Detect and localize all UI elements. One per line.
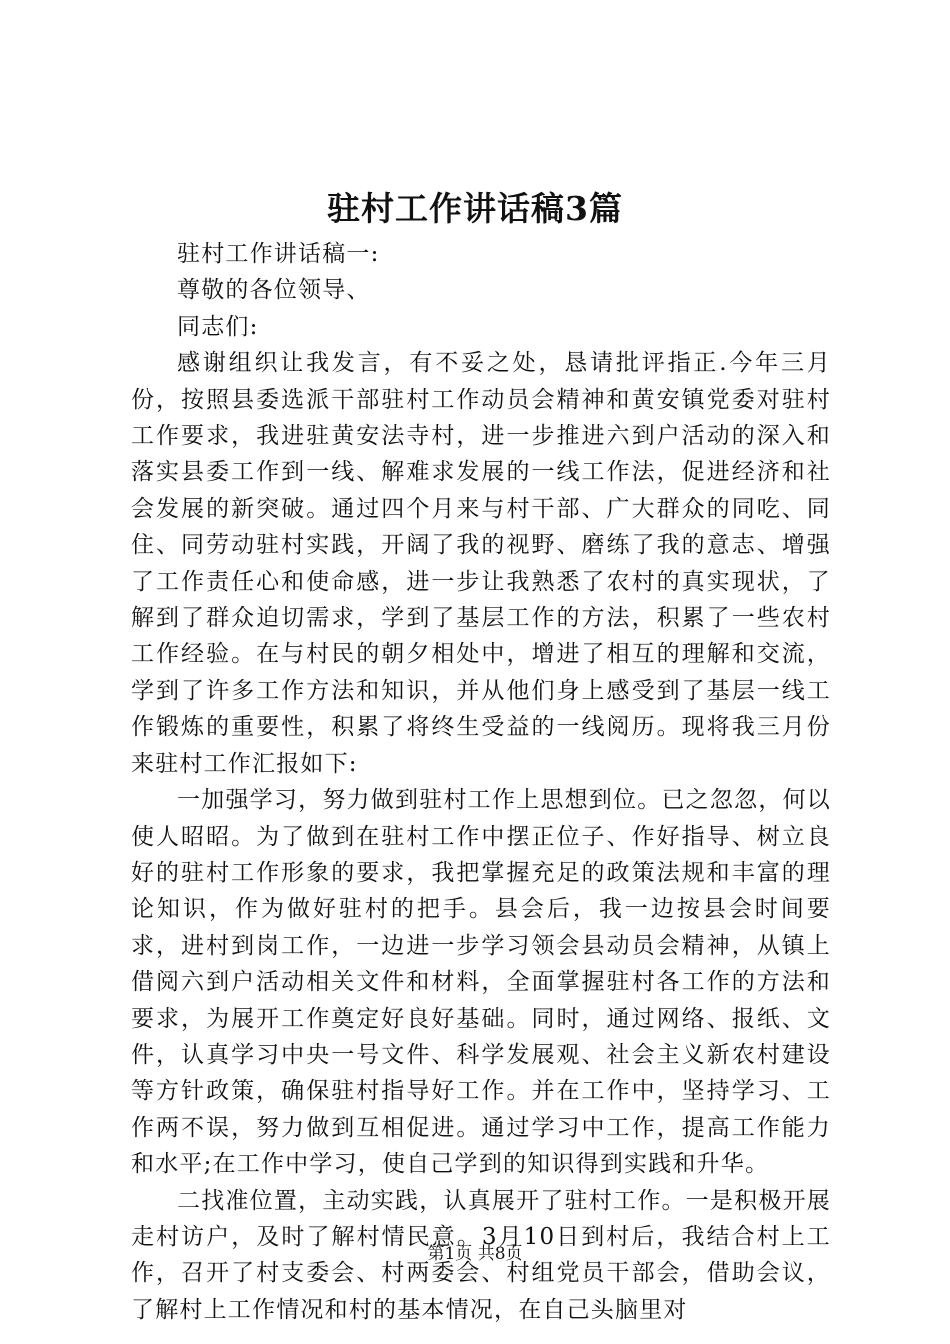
paragraph-section-1: 一加强学习，努力做到驻村工作上思想到位。已之忽忽，何以使人昭昭。为了做到在驻村工作中摆正位子、作好指导、树立良好的驻村工作形象的要求，我把掌握充足的政策法规和丰富的理论知识，作为做好驻村的把手。县会后，我一边按县会时间要求，进村到岗工作，一边进一步学习领会县动员会精神，从镇上借阅六到户活动相关文件和材料，全面掌握驻村各工作的方法和要求，为展开工作奠定好良好基础。同时，通过网络、报纸、文件，认真学习中央一号文件、科学发展观、社会主义新农村建设等方针政策，确保驻村指导好工作。并在工作中，坚持学习、工作两不误，努力做到互相促进。通过学习中工作，提高工作能力和水平;在工作中学习，使自己学到的知识得到实践和升华。 [131, 787, 831, 1178]
paragraph-section-2: 二找准位置，主动实践，认真展开了驻村工作。一是积极开展走村访户，及时了解村情民意。3月10日到村后，我结合村上工作，召开了村支委会、村两委会、村组党员干部会，借助会议，了解村上工作情况和村的基本情况，在自己头脑里对 [131, 1187, 831, 1323]
paragraph-salutation-2: 同志们: [177, 313, 259, 340]
paragraph-heading: 驻村工作讲话稿一: [177, 241, 380, 267]
paragraph-salutation: 尊敬的各位领导、 [177, 277, 371, 304]
paragraph-intro: 感谢组织让我发言，有不妥之处，恳请批评指正.今年三月份，按照县委选派干部驻村工作动员会精神和黄安镇党委对驻村工作要求，我进驻黄安法寺村，进一步推进六到户活动的深入和落实县委工作到一线、解难求发展的一线工作法，促进经济和社会发展的新突破。通过四个月来与村干部、广大群众的同吃、同住、同劳动驻村实践，开阔了我的视野、磨练了我的意志、增强了工作责任心和使命感，进一步让我熟悉了农村的真实现状，了解到了群众迫切需求，学到了基层工作的方法，积累了一些农村工作经验。在与村民的朝夕相处中，增进了相互的理解和交流，学到了许多工作方法和知识，并从他们身上感受到了基层一线工作锻炼的重要性，积累了将终生受益的一线阅历。现将我三月份来驻村工作汇报如下: [131, 350, 831, 777]
document-title: 驻村工作讲话稿3篇 [327, 189, 623, 228]
document-body [131, 236, 831, 1328]
page-number: 第1页 共8页 [427, 1244, 523, 1264]
